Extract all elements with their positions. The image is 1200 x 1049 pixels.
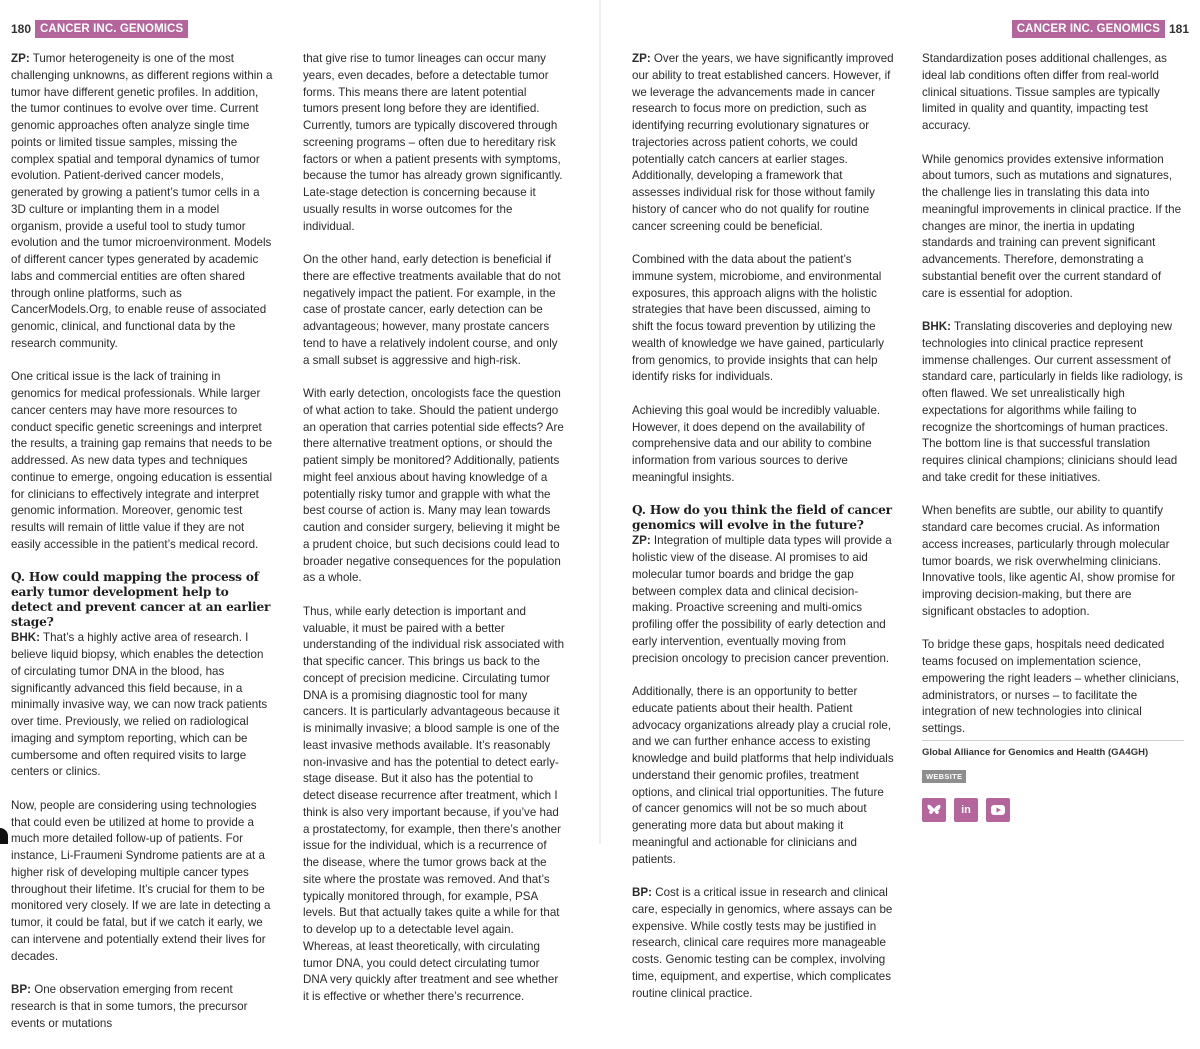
paragraph: Standardization poses additional challenges, as ideal lab conditions often differ from real-world clinical situations. Tissue samples are typically limited in quality and quantity, impacting test accuracy.	[922, 52, 1167, 132]
page-gutter	[599, 0, 601, 844]
speaker-initials: BHK:	[922, 320, 951, 333]
paragraph: Now, people are considering using technologies that could even be utilized at home to provide a much more detailed follow-up of patients. For instance, Li-Fraumeni Syndrome patients are at a higher risk of developing multiple cancer types throughout their lifetime. It’s crucial for them to be monitored very closely. If we are late in detecting a tumor, it could be fatal, but if we catch it early, we can intervene and potentially extend their lives for decades.	[11, 798, 271, 963]
paragraph-text: Over the years, we have significantly improved our ability to treat established cancers. However, if we leverage the advancements made in cancer research to focus more on prediction, such as identifying recurring evolutionary signatures or trajectories across patient cohorts, we could potentially catch cancers at earlier stages. Additionally, developing a framework that assesses individual risk for those without family history of cancer who do not qualify for routine cancer screening could be beneficial.	[632, 52, 894, 233]
paragraph: Thus, while early detection is important and valuable, it must be paired with a better understanding of the individual risk associated with that specific cancer. This brings us back to the concept of precision medicine. Circulating tumor DNA is a promising diagnostic tool for many cancers. It is particularly advantageous because it is minimally invasive; a blood sample is one of the least invasive methods available. It’s reasonably non-invasive and has the potential to detect early-stage disease. But it also has the potential to detect disease recurrence after treatment, which I think is also very important because, if you’ve had a prostatectomy, for example, then there’s another issue for the individual, which is a recurrence of the disease, where the tumor grows back at the site where the prostate was removed. And that’s typically monitored through, for example, PSA levels. But that actually takes quite a while for that to develop up to a detectable level again. Whereas, at least theoretically, with circulating tumor DNA, you could detect circulating tumor DNA very quickly after treatment and see whether it is effective or whether there’s recurrence.	[303, 604, 565, 1003]
paragraph: that give rise to tumor lineages can occur many years, even decades, before a detectable tumor forms. This means there are latent potential tumors present long before they are identified. Currently, tumors are typically discovered through screening programs – often due to hereditary risk factors or when a patient presents with symptoms, because the tumor has already grown significantly. Late-stage detection is concerning because it usually results in worse outcomes for the individual.	[303, 52, 563, 233]
paragraph-text: Cost is a critical issue in research and clinical care, especially in genomics, where assays can be expensive. While costly tests may be justified in research, clinical care requires more manageable costs. Genomic testing can be complex, involving time, equipment, and expertise, which complicates routine clinical practice.	[632, 886, 893, 1000]
social-links	[922, 798, 1184, 822]
paragraph-text: Translating discoveries and deploying new technologies into clinical practice represent immense challenges. Our current assessment of standard care, particularly in fields like radiology, is often flawed. We set unrealistically high expectations for algorithms while failing to recognize the shortcomings of human practices. The bottom line is that successful translation requires clinical champions; clinicians should lead and take credit for these initiatives.	[922, 320, 1183, 484]
interview-question: Q. How could mapping the process of early tumor development help to detect and prevent cancer at an earlier stage?	[11, 570, 271, 630]
paragraph: When benefits are subtle, our ability to quantify standard care becomes crucial. As information access increases, particularly through molecular tumor boards, we risk overwhelming clinicians. Innovative tools, like agentic AI, show promise for improving decision-making, but there are significant obstacles to adoption.	[922, 504, 1176, 618]
paragraph	[922, 319, 1184, 487]
bluesky-icon[interactable]	[922, 798, 946, 822]
butterfly-icon	[927, 804, 941, 816]
paragraph	[11, 982, 273, 1032]
right-page-header	[1012, 20, 1189, 38]
left-section-tag: CANCER INC. GENOMICS	[35, 20, 188, 38]
right-section-tag: CANCER INC. GENOMICS	[1012, 20, 1165, 38]
paragraph-text: That’s a highly active area of research. I believe liquid biopsy, which enables the detection of circulating tumor DNA in the blood, has significantly advanced this field because, in a minimally invasive way, we can now track patients over time. Previously, we relied on radiological imaging and symptom reporting, which can be cumbersome and often required visits to large centers or clinics.	[11, 631, 268, 779]
speaker-initials: BP:	[632, 886, 652, 899]
linkedin-icon[interactable]: in	[954, 798, 978, 822]
paragraph-text: One observation emerging from recent research is that in some tumors, the precursor events or mutations	[11, 983, 248, 1030]
page-corner-mark	[0, 828, 8, 844]
paragraph	[632, 51, 894, 235]
organization-box	[922, 740, 1184, 822]
column-1	[11, 51, 273, 1049]
paragraph-text: Tumor heterogeneity is one of the most challenging unknowns, as different regions within a tumor have different genetic profiles. In addition, the tumor continues to evolve over time. Current genomic approaches often analyze single time points or limited tissue samples, missing the complex spatial and temporal dynamics of tumor evolution. Patient-derived cancer models, generated by growing a patient’s tumor cells in a 3D culture or implanting them in a model organism, provide a useful tool to study tumor evolution and the tumor microenvironment. Models of different cancer types generated by academic labs and commercial entities are often shared through online platforms, such as CancerModels.Org, to enable reuse of associated genomic, clinical, and functional data by the research community.	[11, 52, 273, 350]
speaker-initials: ZP:	[632, 52, 651, 65]
paragraph: Combined with the data about the patient’s immune system, microbiome, and environmental exposures, this approach aligns with the holistic strategies that have been discussed, aiming to shift the focus toward prevention by utilizing the wealth of knowledge we have gained, particularly from genomics, to provide insights that can help identify risks for individuals.	[632, 253, 884, 384]
divider	[922, 740, 1184, 741]
paragraph	[632, 885, 894, 1002]
paragraph: Additionally, there is an opportunity to better educate patients about their health. Patient advocacy organizations already play a crucial role, and we can further enhance access to existing knowledge and build platforms that help individuals understand their genomic profiles, treatment options, and clinical trial opportunities. The future of cancer genomics will not be so much about generating more data but about making it meaningful and actionable for clinicians and patients.	[632, 685, 894, 866]
right-page-number: 181	[1168, 22, 1189, 36]
paragraph: While genomics provides extensive information about tumors, such as mutations and signatures, the challenge lies in translating this data into meaningful improvements in clinical practice. If the changes are minor, the inertia in updating standards and training can prevent significant advancements. Therefore, demonstrating a substantial benefit over the current standard of care is essential for adoption.	[922, 152, 1182, 300]
youtube-icon[interactable]	[986, 798, 1010, 822]
paragraph: To bridge these gaps, hospitals need dedicated teams focused on implementation science, empowering the right leaders – whether clinicians, administrators, or nurses – to facilitate the integration of new technologies into clinical settings.	[922, 638, 1180, 735]
speaker-initials: BP:	[11, 983, 31, 996]
organization-name: Global Alliance for Genomics and Health (GA4GH)	[922, 747, 1149, 758]
paragraph: Achieving this goal would be incredibly valuable. However, it does depend on the availability of comprehensive data and our ability to combine information from various sources to derive meaningful insights.	[632, 403, 881, 484]
column-3	[632, 51, 894, 1019]
speaker-initials: ZP:	[632, 534, 651, 548]
paragraph-text: Integration of multiple data types will provide a holistic view of the disease. AI promises to aid molecular tumor boards and bridge the gap between complex data and clinical decision-making. Proactive screening and multi-omics profiling offer the possibility of early detection and early intervention, eventually moving from precision oncology to precision cancer prevention.	[632, 534, 892, 665]
speaker-initials: ZP:	[11, 52, 30, 65]
play-icon	[991, 805, 1005, 815]
paragraph: With early detection, oncologists face the question of what action to take. Should the patient undergo an operation that carries potential side effects? Are there alternative treatment options, or should the patient simply be monitored? Additionally, patients might feel anxious about having knowledge of a potentially risky tumor and grapple with what the best course of action is. Many may lean towards caution and consider surgery, believing it might be a prudent choice, but such decisions could lead to broader negative consequences for the population as a whole.	[303, 387, 564, 585]
paragraph	[632, 533, 894, 667]
column-4	[922, 51, 1184, 755]
interview-question: Q. How do you think the field of cancer genomics will evolve in the future?	[632, 503, 892, 533]
website-link[interactable]: WEBSITE	[922, 770, 966, 783]
paragraph: On the other hand, early detection is beneficial if there are effective treatments available that do not negatively impact the patient. For example, in the case of prostate cancer, early detection can be advantageous; however, many prostate cancers tend to have a relatively indolent course, and only a small subset is aggressive and high-risk.	[303, 253, 561, 367]
paragraph: One critical issue is the lack of training in genomics for medical professionals. While larger cancer centers may have more resources to conduct specific genetic screenings and interpret the results, a training gap remains that needs to be addressed. As new data types and techniques continue to emerge, ongoing education is essential for clinicians to effectively integrate and interpret genomic information. Moreover, genomic test results will remain of little value if they are not easily accessible in the patient’s medical record.	[11, 370, 273, 551]
paragraph	[11, 630, 273, 781]
column-2	[303, 51, 565, 1023]
left-page-header	[11, 20, 188, 38]
left-page-number: 180	[11, 22, 32, 36]
speaker-initials: BHK:	[11, 631, 40, 645]
paragraph	[11, 51, 273, 353]
